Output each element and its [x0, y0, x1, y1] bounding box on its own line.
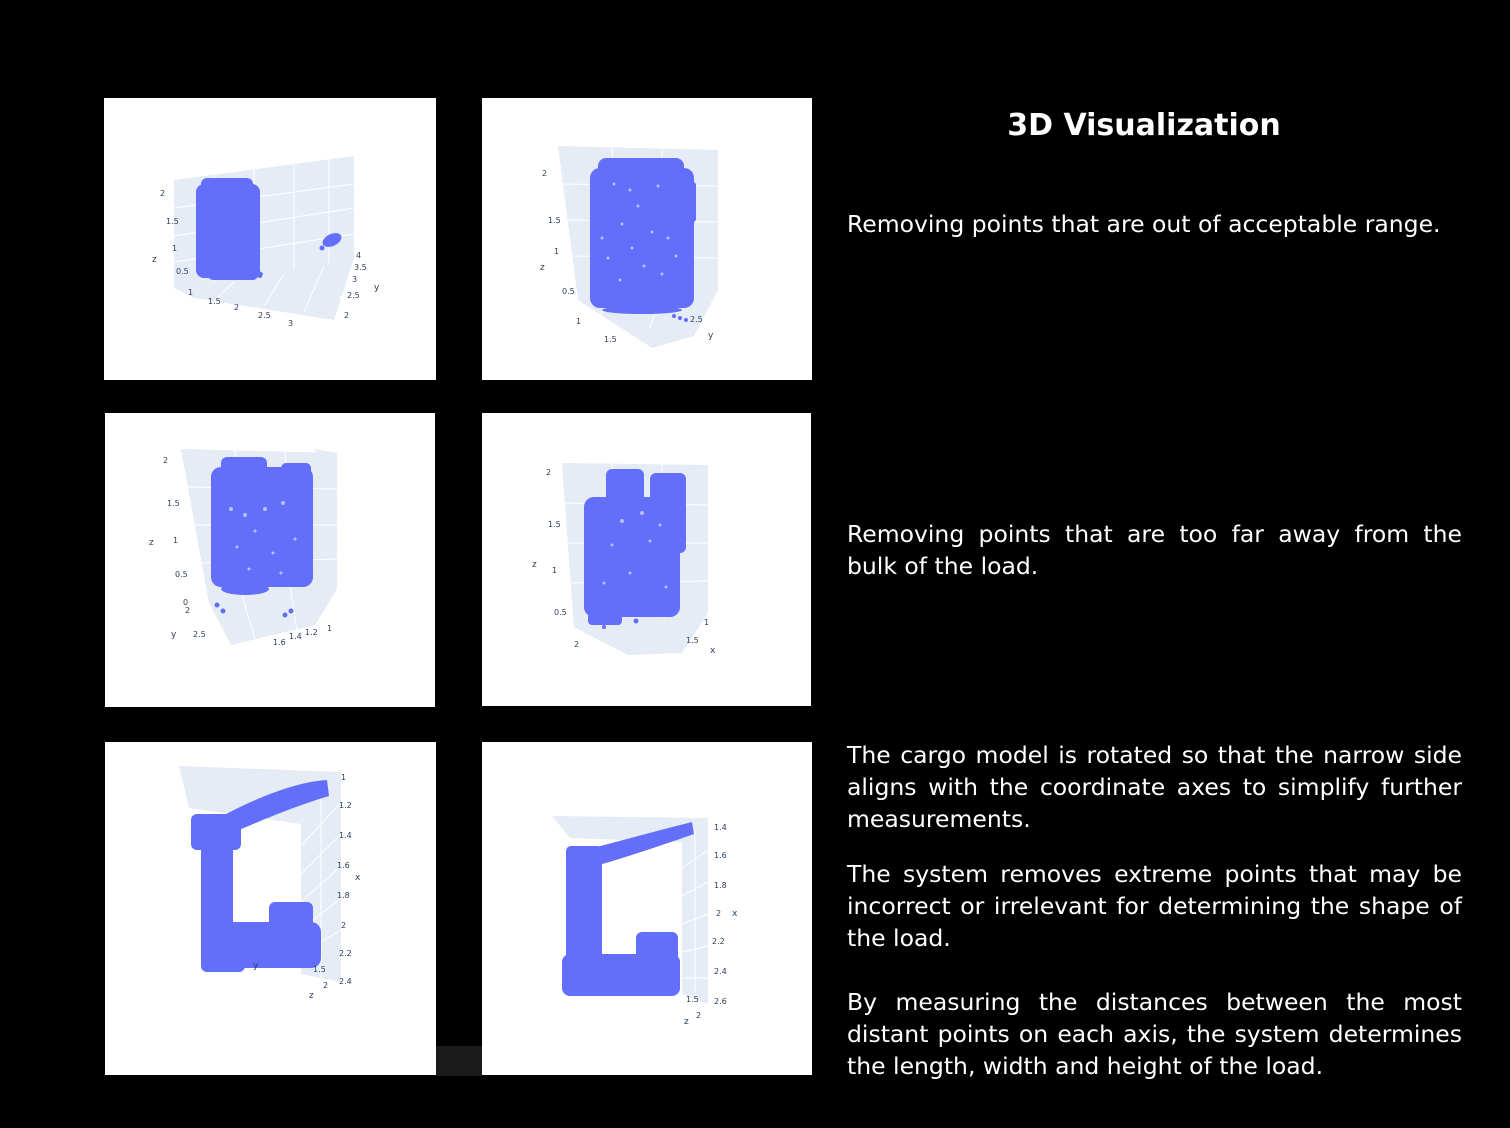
- page-title: 3D Visualization: [1007, 108, 1281, 143]
- svg-text:2: 2: [163, 456, 169, 465]
- svg-text:1: 1: [173, 536, 179, 545]
- svg-text:2: 2: [344, 311, 350, 320]
- plot-panel-outliers-removed-b[interactable]: [482, 413, 811, 706]
- svg-text:z: z: [152, 255, 157, 265]
- svg-text:1: 1: [704, 618, 710, 627]
- svg-text:x: x: [710, 646, 716, 656]
- svg-text:z: z: [149, 538, 154, 548]
- plot-panel-rotated-b[interactable]: [482, 742, 812, 1075]
- svg-text:2: 2: [574, 640, 580, 649]
- svg-text:1.5: 1.5: [686, 636, 699, 645]
- svg-text:2: 2: [323, 981, 329, 990]
- description-range-filter: Removing points that are out of acceptable range.: [847, 210, 1441, 238]
- svg-text:1: 1: [188, 288, 194, 297]
- svg-text:y: y: [708, 331, 714, 341]
- svg-text:1.4: 1.4: [714, 823, 727, 832]
- svg-text:1.4: 1.4: [289, 632, 302, 641]
- svg-text:0.5: 0.5: [175, 570, 188, 579]
- svg-text:y: y: [253, 961, 259, 971]
- svg-text:1.5: 1.5: [604, 335, 617, 344]
- svg-text:1.6: 1.6: [337, 861, 350, 870]
- point-cloud: [590, 158, 696, 322]
- svg-text:0.5: 0.5: [554, 608, 567, 617]
- plot-panel-filtered-range[interactable]: [482, 98, 812, 380]
- svg-text:2: 2: [234, 303, 240, 312]
- svg-text:z: z: [684, 1017, 689, 1027]
- svg-text:2.2: 2.2: [712, 937, 725, 946]
- svg-text:z: z: [532, 560, 537, 570]
- svg-text:2: 2: [716, 909, 722, 918]
- svg-text:1.5: 1.5: [686, 995, 699, 1004]
- svg-text:1.8: 1.8: [337, 891, 350, 900]
- svg-text:1.2: 1.2: [339, 801, 352, 810]
- svg-text:z: z: [309, 991, 314, 1001]
- svg-text:1.2: 1.2: [305, 628, 318, 637]
- svg-text:3: 3: [288, 319, 294, 328]
- svg-text:2.5: 2.5: [690, 315, 703, 324]
- svg-text:1.5: 1.5: [548, 520, 561, 529]
- description-outlier-filter: Removing points that are too far away from the bulk of the load.: [847, 520, 1462, 580]
- scatter-3d-plot: [482, 742, 812, 1075]
- svg-text:2: 2: [185, 606, 191, 615]
- svg-text:0.5: 0.5: [562, 287, 575, 296]
- svg-text:3.5: 3.5: [354, 263, 367, 272]
- plot-panel-outliers-removed-a[interactable]: [105, 413, 435, 707]
- svg-text:1.6: 1.6: [273, 638, 286, 647]
- scatter-3d-plot: [104, 98, 436, 380]
- svg-text:1.8: 1.8: [714, 881, 727, 890]
- svg-text:2.4: 2.4: [339, 977, 352, 986]
- svg-text:2.2: 2.2: [339, 949, 352, 958]
- svg-text:4: 4: [356, 251, 362, 260]
- description-extreme-points: The system removes extreme points that may be incorrect or irrelevant for determining the shape of the load.: [847, 860, 1462, 952]
- plot-panel-raw-iso[interactable]: [104, 98, 436, 380]
- svg-text:0.5: 0.5: [176, 267, 189, 276]
- svg-text:2.4: 2.4: [714, 967, 727, 976]
- svg-text:2: 2: [546, 468, 552, 477]
- svg-text:2: 2: [696, 1011, 702, 1020]
- svg-text:1: 1: [341, 773, 347, 782]
- scatter-3d-plot: [105, 742, 436, 1075]
- svg-text:1: 1: [327, 624, 333, 633]
- svg-text:3: 3: [352, 275, 358, 284]
- svg-text:2.5: 2.5: [347, 291, 360, 300]
- svg-text:x: x: [732, 909, 738, 919]
- plot-panel-rotated-a[interactable]: [105, 742, 436, 1075]
- point-cloud: [562, 822, 694, 996]
- svg-text:1: 1: [552, 566, 558, 575]
- svg-text:y: y: [171, 630, 177, 640]
- svg-text:2: 2: [160, 189, 166, 198]
- svg-text:1.4: 1.4: [339, 831, 352, 840]
- svg-text:x: x: [355, 873, 361, 883]
- svg-text:1.5: 1.5: [548, 216, 561, 225]
- svg-text:2: 2: [341, 921, 347, 930]
- description-measurement: By measuring the distances between the most distant points on each axis, the system determines the length, width and height of the load.: [847, 988, 1462, 1080]
- description-rotation: The cargo model is rotated so that the narrow side aligns with the coordinate axes to simplify further measurements.: [847, 741, 1462, 833]
- svg-text:1.5: 1.5: [167, 499, 180, 508]
- svg-text:y: y: [374, 283, 380, 293]
- scatter-3d-plot: [105, 413, 435, 707]
- svg-text:1.6: 1.6: [714, 851, 727, 860]
- svg-text:1: 1: [554, 247, 560, 256]
- scatter-3d-plot: [482, 413, 811, 706]
- svg-text:1.5: 1.5: [313, 965, 326, 974]
- svg-text:1: 1: [576, 317, 582, 326]
- svg-text:0: 0: [183, 598, 189, 607]
- svg-text:z: z: [540, 263, 545, 273]
- svg-text:1.5: 1.5: [166, 217, 179, 226]
- svg-text:2.5: 2.5: [258, 311, 271, 320]
- svg-text:2: 2: [542, 169, 548, 178]
- svg-text:1: 1: [172, 244, 178, 253]
- scatter-3d-plot: [482, 98, 812, 380]
- gap-strip: [436, 1046, 482, 1076]
- svg-text:2.6: 2.6: [714, 997, 727, 1006]
- svg-text:2.5: 2.5: [193, 630, 206, 639]
- svg-text:1.5: 1.5: [208, 297, 221, 306]
